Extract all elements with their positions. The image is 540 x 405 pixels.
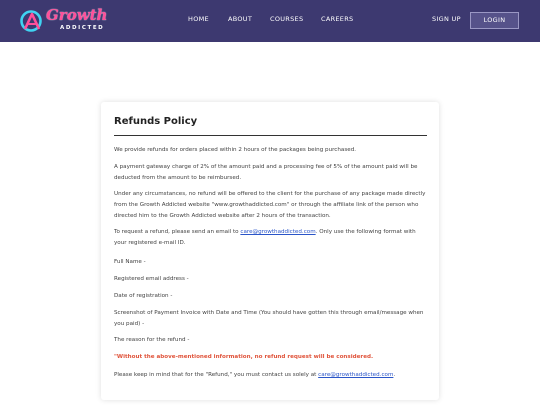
contact-email-link[interactable]: care@growthaddicted.com	[318, 372, 394, 378]
format-reason: The reason for the refund -	[114, 337, 190, 343]
contact-text-before: Please keep in mind that for the "Refund," you must contact us solely at	[114, 372, 319, 378]
signup-link[interactable]: SIGN UP	[432, 15, 461, 23]
format-date-registration: Date of registration -	[114, 293, 173, 299]
title-divider	[114, 135, 427, 136]
policy-paragraph-contact	[114, 370, 426, 381]
nav-about-link[interactable]: ABOUT	[228, 15, 253, 23]
policy-paragraph-request	[114, 227, 426, 249]
policy-paragraph-fees: A payment gateway charge of 2% of the amount paid and a processing fee of 5% of the amount paid will be deducted from the amount to be reimbursed.	[114, 164, 418, 181]
logo-wordmark: Growth	[46, 6, 108, 24]
request-text-after: . Only use the following format with your registered e-mail ID.	[114, 229, 416, 246]
policy-paragraph-window: We provide refunds for orders placed within 2 hours of the packages being purchased.	[114, 147, 357, 153]
logo-mark-icon	[20, 8, 46, 34]
support-email-link[interactable]: care@growthaddicted.com	[240, 229, 316, 235]
brand-logo[interactable]	[20, 5, 110, 37]
warning-text: "Without the above-mentioned information, no refund request will be considered.	[114, 354, 374, 360]
page-title: Refunds Policy	[114, 116, 198, 127]
logo-tagline: ADDICTED	[60, 25, 105, 31]
refund-policy-card	[101, 102, 439, 400]
nav-home-link[interactable]: HOME	[188, 15, 209, 23]
format-screenshot: Screenshot of Payment Invoice with Date and Time (You should have gotten this through email/message when you paid) -	[114, 310, 424, 327]
format-full-name: Full Name -	[114, 259, 146, 265]
contact-text-after: .	[393, 372, 396, 378]
login-button[interactable]: LOGIN	[470, 12, 519, 29]
nav-courses-link[interactable]: COURSES	[270, 15, 304, 23]
top-navbar	[0, 0, 540, 42]
format-registered-email: Registered email address -	[114, 276, 189, 282]
request-text-before: To request a refund, please send an email to	[114, 229, 241, 235]
policy-paragraph-no-refund: Under any circumstances, no refund will be offered to the client for the purchase of any package made directly from the Growth Addicted website "www.growthaddicted.com" or through the affiliate link of the person who directed him to the Growth Addicted website after 2 hours of the transaction.	[114, 191, 426, 219]
nav-careers-link[interactable]: CAREERS	[321, 15, 354, 23]
